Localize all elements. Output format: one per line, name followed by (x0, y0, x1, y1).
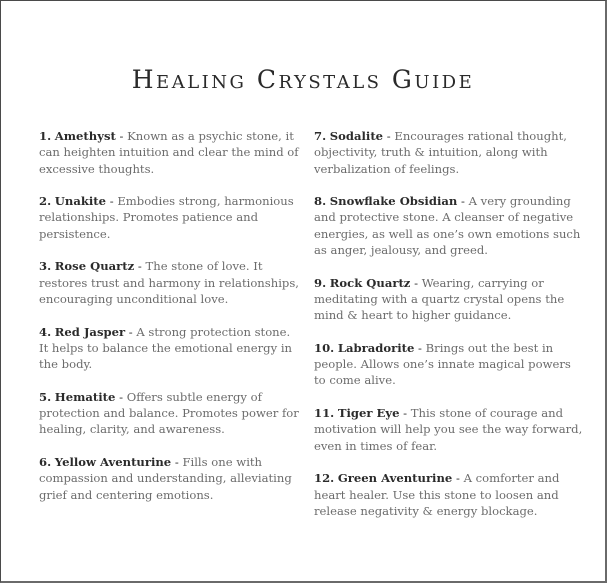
crystal-description: The stone of love. It restores trust and harmony in relationships, encouraging unconditional love. (39, 259, 299, 306)
crystal-description: Brings out the best in people. Allows one’s innate magical powers to come alive. (314, 340, 571, 388)
crystal-entry-rock-quartz: 9. Rock Quartz - Wearing, carrying or meditating with a quartz crystal opens the mind & heart to higher guidance. (314, 275, 565, 323)
right-column (314, 128, 586, 535)
crystal-name: Unakite (54, 194, 107, 209)
left-column (39, 128, 301, 519)
crystal-description: Known as a psychic stone, it can heighten intuition and clear the mind of excessive thoughts. (39, 129, 299, 176)
crystal-description: Offers subtle energy of protection and balance. Promotes power for healing, clarity, and awareness. (39, 389, 299, 437)
crystal-entry-sodalite: 7. Sodalite - Encourages rational thought, objectivity, truth & intuition, along with verbalization of feelings. (314, 129, 567, 176)
crystal-description: A strong protection stone. It helps to balance the emotional energy in the body. (39, 324, 292, 372)
crystal-name: Sodalite (329, 129, 384, 143)
crystal-name: Amethyst (54, 129, 116, 143)
crystal-name: Red Jasper (54, 324, 126, 339)
crystal-description: A comforter and heart healer. Use this stone to loosen and release negativity & energy blockage. (314, 471, 560, 518)
crystal-entry-hematite: 5. Hematite - Offers subtle energy of protection and balance. Promotes power for healing, clarity, and awareness. (39, 389, 299, 437)
crystal-name: Snowflake Obsidian (329, 194, 458, 209)
crystal-entry-amethyst: 1. Amethyst - Known as a psychic stone, it can heighten intuition and clear the mind of excessive thoughts. (39, 129, 299, 176)
crystal-description: Fills one with compassion and understanding, alleviating grief and centering emotions. (39, 454, 292, 502)
crystal-name: Hematite (54, 389, 116, 404)
page-title: Healing Crystals Guide (131, 65, 475, 94)
crystal-entry-labradorite: 10. Labradorite - Brings out the best in people. Allows one’s innate magical powers to come alive. (314, 340, 571, 388)
crystal-entry-tiger-eye: 11. Tiger Eye - This stone of courage and motivation will help you see the way forward, even in times of fear. (314, 406, 583, 453)
crystal-name: Tiger Eye (337, 406, 400, 421)
crystal-name: Labradorite (337, 340, 415, 355)
crystal-entry-green-aventurine: 12. Green Aventurine - A comforter and heart healer. Use this stone to loosen and release negativity & energy blockage. (314, 471, 560, 518)
crystal-name: Green Aventurine (337, 471, 453, 486)
crystal-description: A very grounding and protective stone. A cleanser of negative energies, as well as one’s own emotions such as anger, jealousy, and greed. (314, 194, 581, 258)
crystal-description: This stone of courage and motivation will help you see the way forward, even in times of fear. (314, 406, 583, 453)
crystal-entry-snowflake-obsidian: 8. Snowflake Obsidian - A very grounding and protective stone. A cleanser of negative energies, as well as one’s own emotions such as anger, jealousy, and greed. (314, 194, 581, 258)
crystal-name: Rock Quartz (329, 275, 411, 290)
crystal-description: Wearing, carrying or meditating with a quartz crystal opens the mind & heart to higher guidance. (314, 275, 565, 323)
crystal-description: Embodies strong, harmonious relationships. Promotes patience and persistence. (39, 194, 294, 241)
crystal-entry-red-jasper: 4. Red Jasper - A strong protection stone. It helps to balance the emotional energy in the body. (39, 324, 292, 372)
crystal-name: Rose Quartz (54, 259, 135, 274)
crystal-entry-unakite: 2. Unakite - Embodies strong, harmonious relationships. Promotes patience and persistence. (39, 194, 294, 241)
crystal-name: Yellow Aventurine (54, 454, 172, 469)
crystal-entry-rose-quartz: 3. Rose Quartz - The stone of love. It restores trust and harmony in relationships, encouraging unconditional love. (39, 259, 299, 306)
crystal-description: Encourages rational thought, objectivity, truth & intuition, along with verbalization of feelings. (314, 129, 567, 176)
crystal-entry-yellow-aventurine: 6. Yellow Aventurine - Fills one with compassion and understanding, alleviating grief and centering emotions. (39, 454, 292, 502)
